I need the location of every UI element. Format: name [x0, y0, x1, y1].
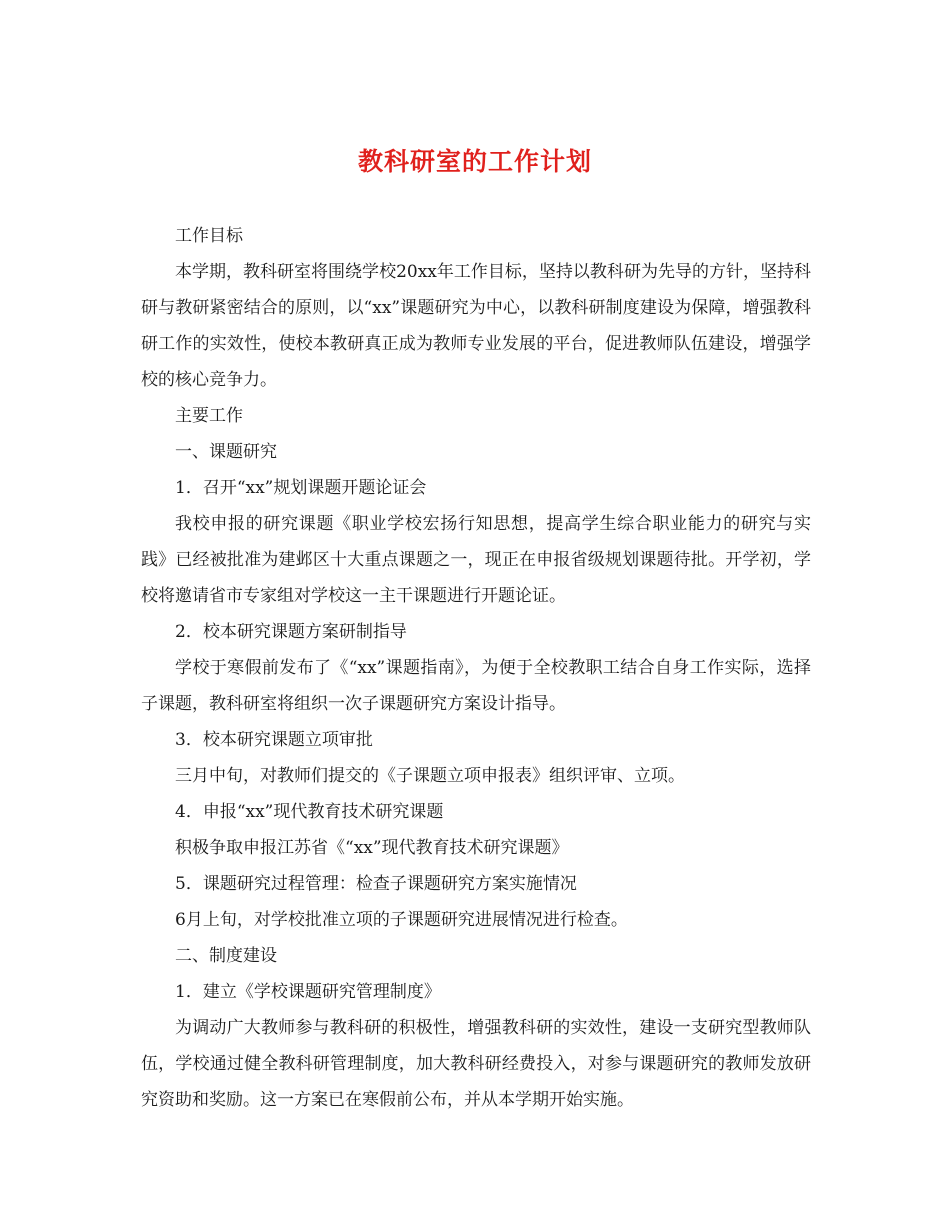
paragraph-system-1-text: 为调动广大教师参与教科研的积极性，增强教科研的实效性，建设一支研究型教师队伍，学校通过健全教科研管理制度，加大教科研经费投入，对参与课题研究的教师发放研究资助和奖励。这一方案已在寒假前公布，并从本学期开始实施。 — [141, 1018, 811, 1110]
paragraph-item-5-text: 6月上旬，对学校批准立项的子课题研究进展情况进行检查。 — [175, 910, 628, 930]
paragraph-section-system: 二、制度建设 — [175, 946, 277, 966]
paragraph-goal-text: 本学期，教科研室将围绕学校20xx年工作目标，坚持以教科研为先导的方针，坚持科研与教研紧密结合的原则，以“xx”课题研究为中心，以教科研制度建设为保障，增强教科研工作的实效性，使校本教研真正成为教师专业发展的平台，促进教师队伍建设，增强学校的核心竞争力。 — [141, 262, 811, 390]
paragraph-item-3-text: 三月中旬，对教师们提交的《子课题立项申报表》组织评审、立项。 — [175, 766, 685, 786]
paragraph-item-4-heading: 4．申报“xx”现代教育技术研究课题 — [175, 802, 444, 822]
paragraph-system-1-heading: 1．建立《学校课题研究管理制度》 — [175, 982, 441, 1002]
paragraph-main-work-heading: 主要工作 — [175, 406, 243, 426]
paragraph-item-3-heading: 3．校本研究课题立项审批 — [175, 730, 373, 750]
paragraph-item-5-heading: 5．课题研究过程管理：检查子课题研究方案实施情况 — [175, 874, 577, 894]
paragraph-goal-heading: 工作目标 — [175, 226, 243, 246]
document-title: 教科研室的工作计划 — [357, 147, 592, 176]
paragraph-item-2-heading: 2．校本研究课题方案研制指导 — [175, 622, 407, 642]
paragraph-item-4-text: 积极争取申报江苏省《“xx”现代教育技术研究课题》 — [175, 838, 569, 858]
paragraph-item-1-heading: 1．召开“xx”规划课题开题论证会 — [175, 478, 427, 498]
paragraph-section-research: 一、课题研究 — [175, 442, 277, 462]
document-body — [141, 218, 811, 1118]
paragraph-item-1-text: 我校申报的研究课题《职业学校宏扬行知思想，提高学生综合职业能力的研究与实践》已经被批准为建邺区十大重点课题之一，现正在申报省级规划课题待批。开学初，学校将邀请省市专家组对学校这一主干课题进行开题论证。 — [141, 514, 811, 606]
paragraph-item-2-text: 学校于寒假前发布了《“xx”课题指南》，为便于全校教职工结合自身工作实际，选择子课题，教科研室将组织一次子课题研究方案设计指导。 — [141, 658, 811, 714]
